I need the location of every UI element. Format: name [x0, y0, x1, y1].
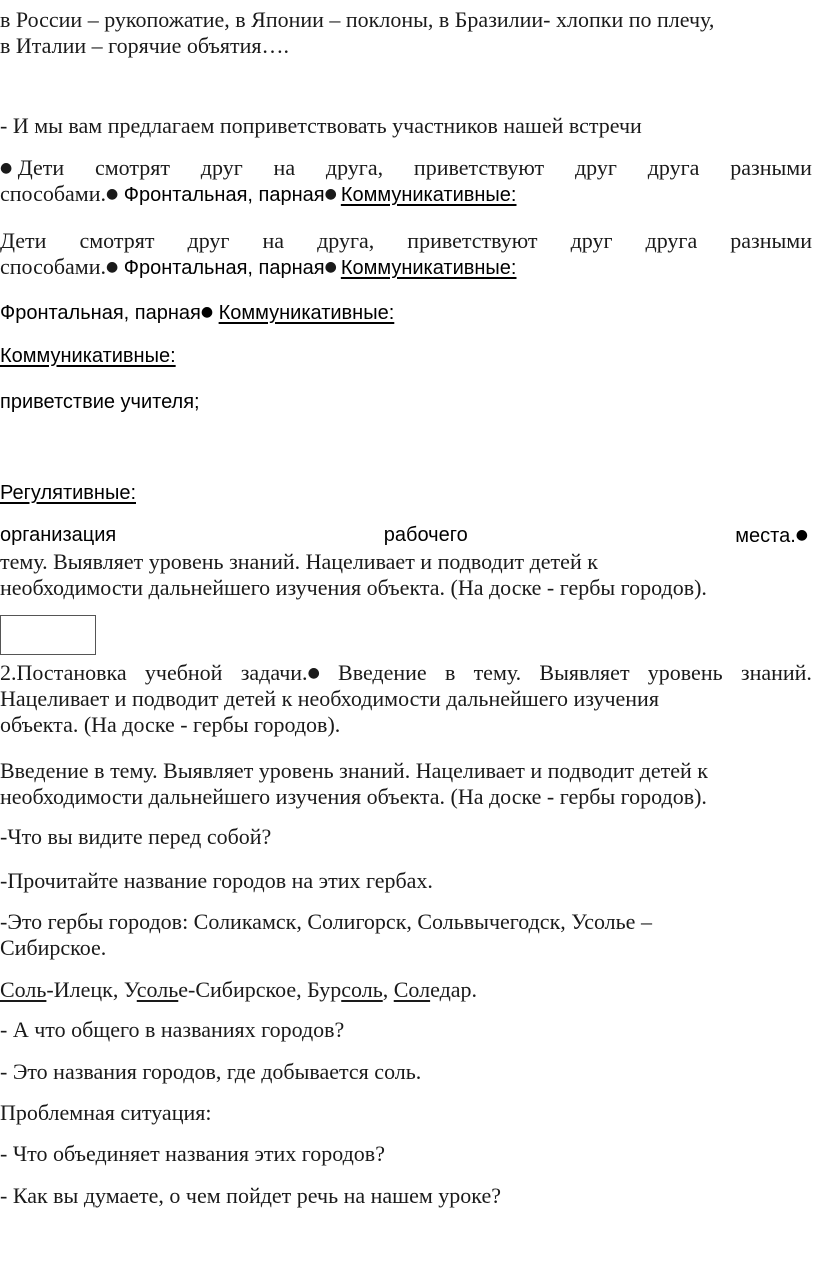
word: ● Дети — [0, 155, 65, 180]
word: места.● — [735, 525, 808, 547]
word: Введение — [338, 660, 427, 685]
instruction-read-names: -Прочитайте название городов на этих гербах. — [0, 868, 433, 893]
bullet-icon: ● — [106, 186, 119, 202]
word: Дети — [0, 228, 47, 253]
justified-line — [0, 522, 808, 549]
word: тему. — [473, 660, 522, 685]
question-unites: - Что объединяет названия этих городов? — [0, 1141, 385, 1166]
paragraph-children-greet-1 — [0, 155, 812, 208]
communicative-label: Коммуникативные: — [218, 302, 395, 324]
paragraph-children-greet-2 — [0, 228, 812, 281]
word: приветствуют — [407, 228, 538, 253]
bullet-icon: ● — [106, 259, 119, 275]
communicative-label: Коммуникативные: — [340, 257, 517, 279]
paragraph-coats-of-arms — [0, 909, 652, 961]
word: Выявляет — [539, 660, 630, 685]
text-line: -Это гербы городов: Соликамск, Солигорск, Сольвычегодск, Усолье – — [0, 909, 652, 934]
text-line: Введение в тему. Выявляет уровень знаний. Нацеливает и подводит детей к — [0, 758, 708, 783]
text-line: в Италии – горячие объятия…. — [0, 33, 289, 58]
word: знаний. — [740, 660, 812, 685]
word: задачи.● — [240, 660, 320, 685]
teacher-greeting: приветствие учителя; — [0, 391, 200, 413]
text-line: Нацеливает и подводит детей к необходимости дальнейшего изучения — [0, 686, 659, 711]
word: друг — [570, 228, 613, 253]
regulatory-heading: Регулятивные: — [0, 482, 136, 504]
word: уровень — [647, 660, 723, 685]
word: смотрят — [79, 228, 155, 253]
justified-line — [0, 660, 812, 686]
word: 2.Постановка — [0, 660, 127, 685]
word: рабочего — [383, 524, 468, 546]
paragraph-invite: - И мы вам предлагаем поприветствовать участников нашей встречи — [0, 113, 642, 138]
word: разными — [730, 228, 812, 253]
paragraph-frontal: Фронтальная, парная● Коммуникативные: — [0, 302, 395, 324]
paragraph-workplace — [0, 522, 808, 601]
question-lesson-topic: - Как вы думаете, о чем пойдет речь на нашем уроке? — [0, 1183, 501, 1208]
text-line: тему. Выявляет уровень знаний. Нацеливает и подводит детей к — [0, 549, 598, 574]
bullet-icon: ● — [0, 160, 13, 176]
justified-line — [0, 155, 812, 181]
bullet-icon: ● — [324, 186, 337, 202]
word: учебной — [144, 660, 223, 685]
justified-line — [0, 228, 812, 254]
word: организация — [0, 524, 117, 546]
word: друга, — [317, 228, 375, 253]
word: друга — [647, 155, 700, 180]
paragraph-city-names: Соль-Илецк, Усолье-Сибирское, Бурсоль, Соледар. — [0, 977, 478, 1002]
word: приветствуют — [413, 155, 545, 180]
bullet-icon: ● — [795, 527, 808, 543]
text-line: в России – рукопожатие, в Японии – поклоны, в Бразилии- хлопки по плечу, — [0, 7, 715, 32]
question-common: - А что общего в названиях городов? — [0, 1017, 345, 1042]
communicative-label: Коммуникативные: — [340, 184, 517, 206]
paragraph-greetings — [0, 7, 714, 59]
paragraph-intro — [0, 758, 708, 810]
text-line: необходимости дальнейшего изучения объекта. (На доске - гербы городов). — [0, 784, 707, 809]
communicative-heading: Коммуникативные: — [0, 345, 176, 367]
word: в — [444, 660, 456, 685]
word: на — [273, 155, 296, 180]
answer-salt: - Это названия городов, где добывается соль. — [0, 1059, 422, 1084]
word: друг — [187, 228, 230, 253]
word: смотрят — [94, 155, 170, 180]
word: разными — [730, 155, 812, 180]
paragraph-task — [0, 660, 812, 738]
word: друг — [200, 155, 243, 180]
bullet-icon: ● — [200, 304, 214, 320]
word: друг — [574, 155, 617, 180]
empty-box — [0, 615, 96, 655]
bullet-icon: ● — [324, 259, 337, 275]
question-what-see: -Что вы видите перед собой? — [0, 824, 272, 849]
text-line: способами.● Фронтальная, парная● Коммуникативные: — [0, 254, 517, 279]
problem-heading: Проблемная ситуация: — [0, 1100, 212, 1125]
text-line: способами.● Фронтальная, парная● Коммуникативные: — [0, 181, 517, 206]
text-line: необходимости дальнейшего изучения объекта. (На доске - гербы городов). — [0, 575, 707, 600]
word: друга — [645, 228, 698, 253]
word: на — [262, 228, 285, 253]
bullet-icon: ● — [307, 665, 320, 681]
text-line: объекта. (На доске - гербы городов). — [0, 712, 341, 737]
word: друга, — [325, 155, 384, 180]
text-line: Сибирское. — [0, 935, 107, 960]
